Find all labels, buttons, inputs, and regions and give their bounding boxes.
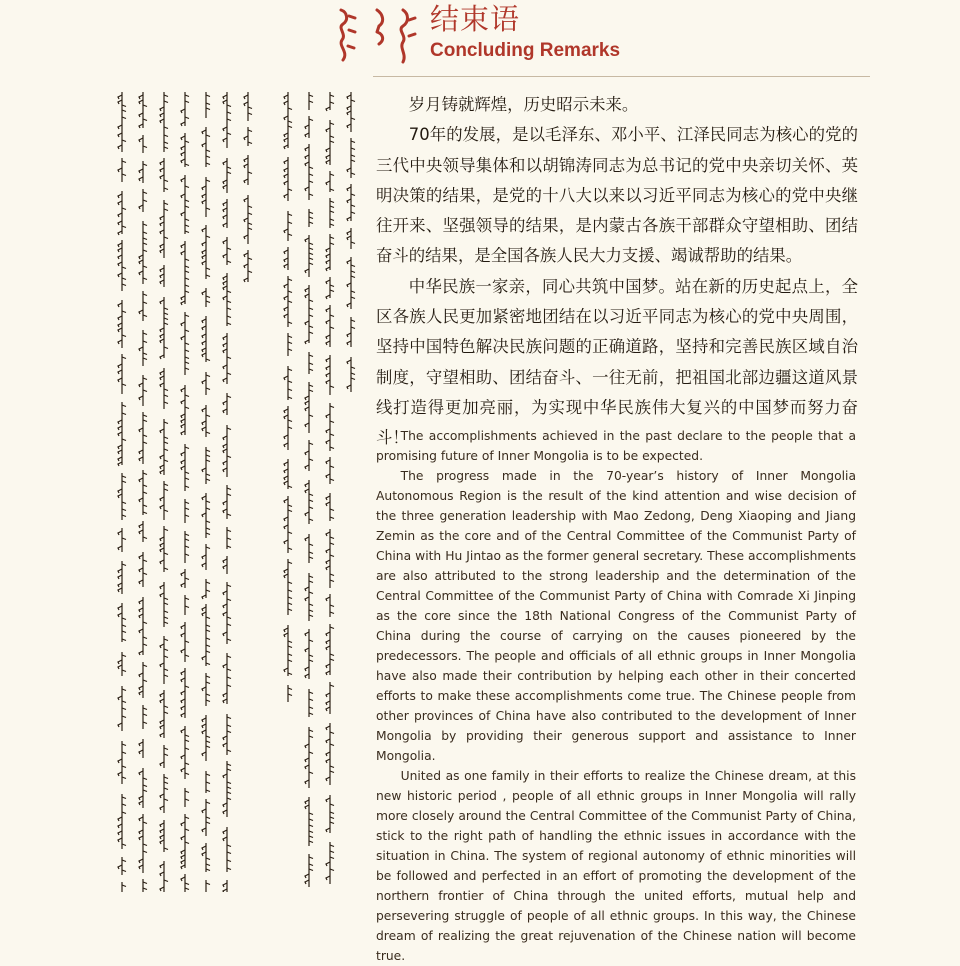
mongolian-text-block [112, 92, 357, 892]
english-text-block [376, 426, 856, 966]
english-paragraph: United as one family in their efforts to realize the Chinese dream, at this new historic period , people of all ethnic groups in Inner Mongolia will rally more closely around the Central Committee of the Communist Party of China, stick to the right path of handling the ethnic issues in accordance with the situation in China. The system of regional autonomy of ethnic minorities will be followed and perfected in an effort of promoting the development of the northern frontier of China through the united efforts, mutual help and persevering struggle of people of all ethnic groups. In this way, the Chinese dream of realizing the great rejuvenation of the Chinese nation will become true. [376, 769, 856, 963]
header-divider [373, 76, 870, 77]
mongolian-text-column [158, 92, 170, 892]
chinese-text-block [376, 90, 858, 454]
mongolian-text-column [221, 92, 233, 892]
mongolian-text-column [303, 92, 315, 892]
mongolian-text-column [200, 92, 212, 892]
mongolian-text-column [324, 92, 336, 892]
mongolian-text-column [345, 92, 357, 892]
english-paragraph: The accomplishments achieved in the past declare to the people that a promising future of Inner Mongolia is to be expected. [376, 429, 856, 463]
page-title-chinese: 结束语 [430, 2, 521, 36]
mongolian-text-column [282, 92, 294, 892]
mongolian-script-title [333, 6, 423, 66]
english-paragraph: The progress made in the 70-year’s history of Inner Mongolia Autonomous Region is the result of the kind attention and wise decision of the three generation leadership with Mao Zedong, Deng Xiaoping and Jiang Zemin as the core and of the Central Committee of the Communist Party of China with Hu Jintao as the former general secretary. These accomplishments are also attributed to the strong leadership and the determination of the Central Committee of the Communist Party of China with Comrade Xi Jinping as the core since the 18th National Congress of the Communist Party of China during the course of carrying on the causes pioneered by the predecessors. The people and officials of all ethnic groups in Inner Mongolia have also made their contribution by helping each other in their concerted efforts to make these accomplishments come true. The Chinese people from other provinces of China have also contributed to the development of Inner Mongolia by providing their generous support and assistance to Inner Mongolia. [376, 469, 856, 763]
mongolian-text-column [179, 92, 191, 892]
mongolian-text-column [242, 92, 254, 892]
chinese-paragraph: 中华民族一家亲，同心共筑中国梦。站在新的历史起点上，全区各族人民更加紧密地团结在以习近平同志为核心的党中央周围，坚持中国特色解决民族问题的正确道路，坚持和完善民族区域自治制度，守望相助、团结奋斗、一往无前，把祖国北部边疆这道风景线打造得更加亮丽，为实现中华民族伟大复兴的中国梦而努力奋斗！ [376, 276, 858, 448]
chinese-paragraph: 70年的发展，是以毛泽东、邓小平、江泽民同志为核心的党的三代中央领导集体和以胡锦涛同志为总书记的党中央亲切关怀、英明决策的结果，是党的十八大以来以习近平同志为核心的党中央继往开来、坚强领导的结果，是内蒙古各族干部群众守望相助、团结奋斗的结果，是全国各族人民大力支援、竭诚帮助的结果。 [376, 125, 858, 266]
page-title-english: Concluding Remarks [430, 40, 621, 61]
mongolian-text-column [116, 92, 128, 892]
page-header [0, 0, 960, 78]
mongolian-text-column [137, 92, 149, 892]
chinese-paragraph: 岁月铸就辉煌，历史昭示未来。 [408, 95, 639, 114]
